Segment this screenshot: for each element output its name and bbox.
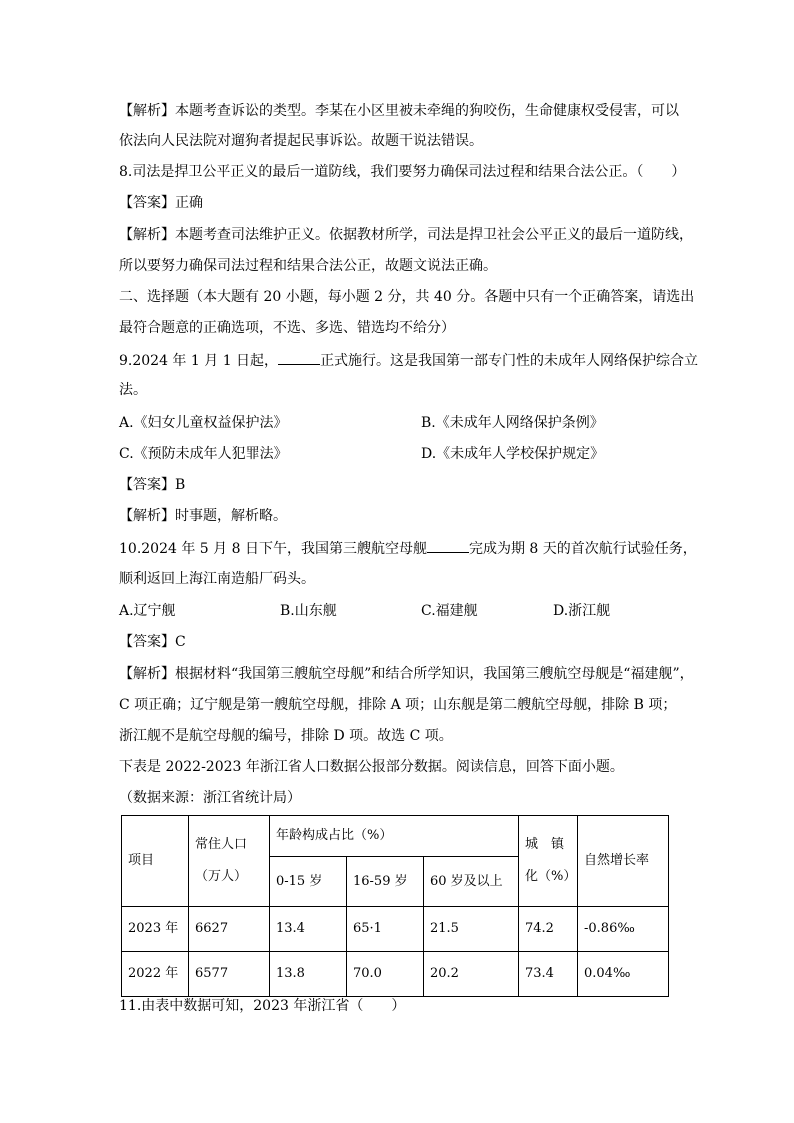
header-population-line2: （万人） bbox=[195, 869, 248, 884]
text-line: 【解析】本题考查诉讼的类型。李某在小区里被未牵绳的狗咬伤，生命健康权受侵害，可以 bbox=[119, 103, 679, 119]
header-urban-line2: 化（%） bbox=[525, 869, 577, 884]
question-11: 11.由表中数据可知，2023 年浙江省（ ） bbox=[119, 998, 406, 1014]
cell-age-16-59: 65·1 bbox=[347, 907, 424, 952]
data-source: （数据来源：浙江省统计局） bbox=[119, 790, 301, 806]
header-age-60plus: 60 岁及以上 bbox=[424, 857, 519, 907]
text-line: 顺利返回上海江南造船厂码头。 bbox=[119, 571, 315, 587]
cell-population: 6627 bbox=[189, 907, 270, 952]
text-line: 最符合题意的正确选项，不选、多选、错选均不给分） bbox=[119, 320, 455, 336]
question-9 bbox=[119, 350, 699, 371]
cell-growth: 0.04‰ bbox=[578, 952, 669, 997]
answer-9: 【答案】B bbox=[119, 477, 186, 493]
cell-age-0-15: 13.4 bbox=[270, 907, 347, 952]
option-c: C.《预防未成年人犯罪法》 bbox=[119, 446, 288, 462]
header-urbanization bbox=[519, 816, 578, 907]
cell-age-60plus: 20.2 bbox=[424, 952, 519, 997]
answer-8: 【答案】正确 bbox=[119, 195, 203, 211]
answer-blank bbox=[427, 538, 469, 553]
table-row bbox=[122, 907, 669, 952]
option-d: D.浙江舰 bbox=[553, 603, 611, 619]
cell-year: 2023 年 bbox=[122, 907, 189, 952]
cell-urbanization: 73.4 bbox=[519, 952, 578, 997]
question-8: 8.司法是捍卫公平正义的最后一道防线，我们要努力确保司法过程和结果合法公正。（ ） bbox=[119, 164, 686, 180]
explanation-10: 【解析】根据材料“我国第三艘航空母舰”和结合所学知识，我国第三艘航空母舰是“福建舰”， bbox=[119, 666, 694, 682]
option-c: C.福建舰 bbox=[421, 603, 478, 619]
answer-blank bbox=[278, 350, 320, 365]
question-9-end: 正式施行。这是我国第一部专门性的未成年人网络保护综合立 bbox=[320, 353, 699, 369]
explanation-9: 【解析】时事题，解析略。 bbox=[119, 508, 287, 524]
option-a: A.辽宁舰 bbox=[119, 603, 176, 619]
text-line: 所以要努力确保司法过程和结果合法公正，故题文说法正确。 bbox=[119, 258, 497, 274]
header-population-line1: 常住人口 bbox=[195, 837, 248, 852]
cell-age-16-59: 70.0 bbox=[347, 952, 424, 997]
cell-urbanization: 74.2 bbox=[519, 907, 578, 952]
header-age: 年龄构成占比（%） bbox=[270, 816, 519, 857]
text-line: 依法向人民法院对遛狗者提起民事诉讼。故题干说法错误。 bbox=[119, 133, 483, 149]
header-item: 项目 bbox=[122, 816, 189, 907]
table-intro: 下表是 2022-2023 年浙江省人口数据公报部分数据。阅读信息，回答下面小题。 bbox=[119, 759, 624, 775]
text-line: 法。 bbox=[119, 382, 147, 398]
header-growth: 自然增长率 bbox=[578, 816, 669, 907]
question-10-start: 10.2024 年 5 月 8 日下午，我国第三艘航空母舰 bbox=[119, 541, 427, 557]
question-10-end: 完成为期 8 天的首次航行试验任务， bbox=[468, 541, 697, 557]
option-b: B.山东舰 bbox=[280, 603, 337, 619]
cell-growth: -0.86‰ bbox=[578, 907, 669, 952]
cell-age-60plus: 21.5 bbox=[424, 907, 519, 952]
header-age-0-15: 0-15 岁 bbox=[270, 857, 347, 907]
question-9-start: 9.2024 年 1 月 1 日起， bbox=[119, 353, 279, 369]
text-line: C 项正确；辽宁舰是第一艘航空母舰，排除 A 项；山东舰是第二艘航空母舰，排除 B 项； bbox=[119, 697, 677, 713]
text-line: 浙江舰不是航空母舰的编号，排除 D 项。故选 C 项。 bbox=[119, 728, 453, 744]
header-age-16-59: 16-59 岁 bbox=[347, 857, 424, 907]
table-row bbox=[122, 952, 669, 997]
option-b: B.《未成年人网络保护条例》 bbox=[421, 415, 604, 431]
option-d: D.《未成年人学校保护规定》 bbox=[421, 446, 605, 462]
population-table bbox=[121, 815, 669, 997]
explanation-8: 【解析】本题考查司法维护正义。依据教材所学，司法是捍卫社会公平正义的最后一道防线， bbox=[119, 227, 693, 243]
answer-10: 【答案】C bbox=[119, 634, 186, 650]
question-10 bbox=[119, 538, 697, 559]
cell-year: 2022 年 bbox=[122, 952, 189, 997]
option-a: A.《妇女儿童权益保护法》 bbox=[119, 415, 288, 431]
header-population bbox=[189, 816, 270, 907]
header-urban-line1: 城 镇 bbox=[525, 837, 565, 852]
cell-population: 6577 bbox=[189, 952, 270, 997]
section-heading: 二、选择题（本大题有 20 小题，每小题 2 分，共 40 分。各题中只有一个正确答案，请选出 bbox=[119, 289, 695, 305]
cell-age-0-15: 13.8 bbox=[270, 952, 347, 997]
